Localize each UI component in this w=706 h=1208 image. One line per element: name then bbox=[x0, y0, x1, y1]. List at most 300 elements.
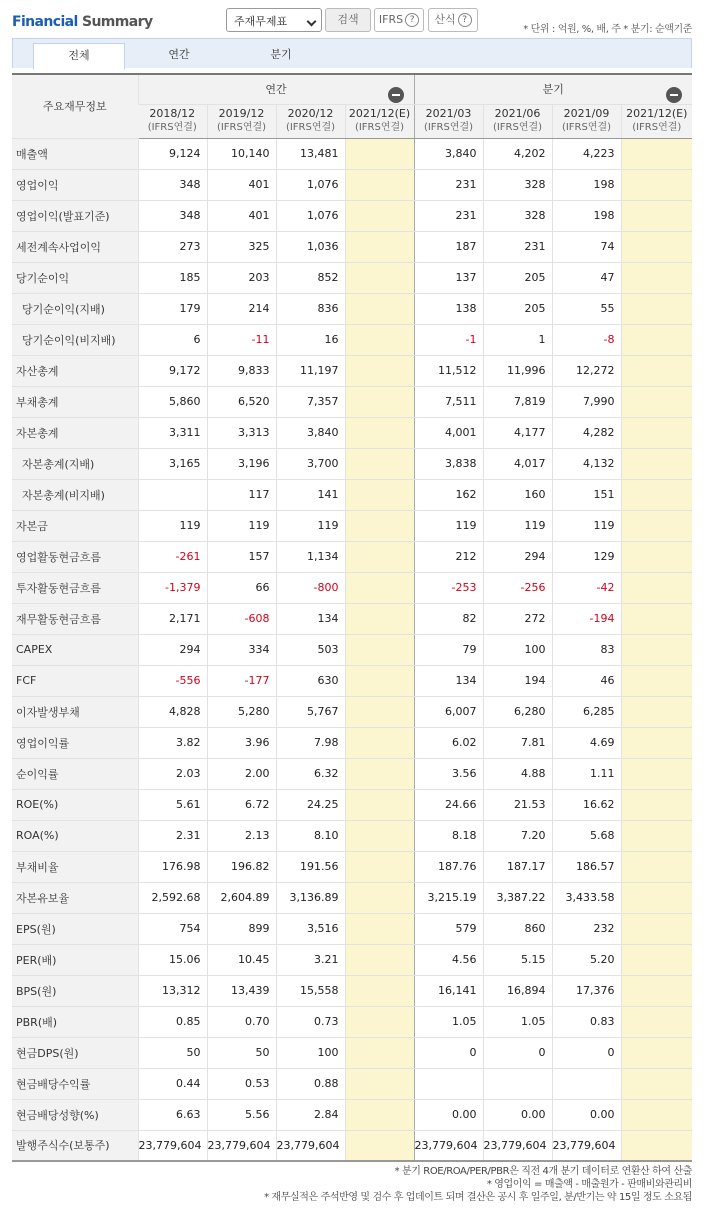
table-cell bbox=[621, 479, 692, 510]
table-cell bbox=[621, 1006, 692, 1037]
table-cell: 0.00 bbox=[483, 1099, 552, 1130]
table-cell: -42 bbox=[552, 572, 621, 603]
table-row bbox=[12, 293, 692, 324]
table-cell: 13,439 bbox=[207, 975, 276, 1006]
table-cell bbox=[621, 1130, 692, 1161]
row-label: 당기순이익 bbox=[12, 262, 138, 293]
table-cell: 212 bbox=[414, 541, 483, 572]
table-cell bbox=[621, 727, 692, 758]
table-cell bbox=[345, 944, 414, 975]
period-label: 2021/06 bbox=[494, 107, 541, 120]
table-cell: 2,171 bbox=[138, 603, 207, 634]
table-cell: 198 bbox=[552, 200, 621, 231]
table-row bbox=[12, 541, 692, 572]
table-cell bbox=[621, 448, 692, 479]
table-cell: 4.88 bbox=[483, 758, 552, 789]
table-row bbox=[12, 138, 692, 169]
table-cell: 7.20 bbox=[483, 820, 552, 851]
period-header bbox=[621, 104, 692, 138]
table-row bbox=[12, 944, 692, 975]
table-cell bbox=[345, 758, 414, 789]
table-cell: -256 bbox=[483, 572, 552, 603]
table-cell: 5,280 bbox=[207, 696, 276, 727]
table-cell: 6.72 bbox=[207, 789, 276, 820]
row-label: 현금DPS(원) bbox=[12, 1037, 138, 1068]
table-cell: 4,282 bbox=[552, 417, 621, 448]
table-row bbox=[12, 603, 692, 634]
table-cell: 187.17 bbox=[483, 851, 552, 882]
table-row bbox=[12, 448, 692, 479]
table-cell bbox=[621, 944, 692, 975]
statement-select-value: 주재무제표 bbox=[234, 15, 288, 28]
table-cell bbox=[345, 882, 414, 913]
formula-label: 산식 bbox=[434, 13, 456, 26]
page-title: Financial Summary bbox=[12, 14, 153, 30]
table-cell: -556 bbox=[138, 665, 207, 696]
table-cell: 5.15 bbox=[483, 944, 552, 975]
table-cell: 47 bbox=[552, 262, 621, 293]
row-label: 자본총계(지배) bbox=[12, 448, 138, 479]
table-cell: 3,700 bbox=[276, 448, 345, 479]
table-row bbox=[12, 262, 692, 293]
table-cell: 134 bbox=[276, 603, 345, 634]
table-cell bbox=[621, 882, 692, 913]
statement-select[interactable] bbox=[226, 8, 322, 32]
period-label: 2020/12 bbox=[287, 107, 334, 120]
row-label: 세전계속사업이익 bbox=[12, 231, 138, 262]
unit-note: * 단위 : 억원, %, 배, 주 * 분기: 순액기준 bbox=[523, 24, 692, 35]
table-cell: 176.98 bbox=[138, 851, 207, 882]
table-cell: 134 bbox=[414, 665, 483, 696]
row-label: 자본총계 bbox=[12, 417, 138, 448]
table-cell bbox=[621, 696, 692, 727]
table-row bbox=[12, 727, 692, 758]
table-cell: 0.44 bbox=[138, 1068, 207, 1099]
table-cell: 196.82 bbox=[207, 851, 276, 882]
table-cell bbox=[621, 665, 692, 696]
table-cell: 2.03 bbox=[138, 758, 207, 789]
table-cell: 117 bbox=[207, 479, 276, 510]
table-cell bbox=[345, 634, 414, 665]
period-header bbox=[345, 104, 414, 138]
table-cell bbox=[621, 138, 692, 169]
table-cell: 2,592.68 bbox=[138, 882, 207, 913]
table-cell: 3,313 bbox=[207, 417, 276, 448]
table-cell: 325 bbox=[207, 231, 276, 262]
row-label: PBR(배) bbox=[12, 1006, 138, 1037]
label-header: 주요재무정보 bbox=[12, 74, 138, 138]
table-cell: 16,141 bbox=[414, 975, 483, 1006]
period-basis: (IFRS연결) bbox=[561, 122, 612, 133]
row-label: 재무활동현금흐름 bbox=[12, 603, 138, 634]
row-label: PER(배) bbox=[12, 944, 138, 975]
row-label: 영업이익(발표기준) bbox=[12, 200, 138, 231]
table-cell: 1,076 bbox=[276, 169, 345, 200]
table-cell: 157 bbox=[207, 541, 276, 572]
row-label: 자본총계(비지배) bbox=[12, 479, 138, 510]
table-cell bbox=[345, 293, 414, 324]
table-cell: 0.85 bbox=[138, 1006, 207, 1037]
table-cell: 3.56 bbox=[414, 758, 483, 789]
table-cell: 272 bbox=[483, 603, 552, 634]
period-basis: (IFRS연결) bbox=[285, 122, 336, 133]
table-cell: 3,516 bbox=[276, 913, 345, 944]
table-cell: -11 bbox=[207, 324, 276, 355]
table-row bbox=[12, 1037, 692, 1068]
table-cell: 100 bbox=[276, 1037, 345, 1068]
table-cell: 5.20 bbox=[552, 944, 621, 975]
table-cell bbox=[414, 1068, 483, 1099]
table-cell: 162 bbox=[414, 479, 483, 510]
table-row bbox=[12, 1130, 692, 1161]
table-cell bbox=[345, 572, 414, 603]
table-cell bbox=[483, 1068, 552, 1099]
table-cell: 9,172 bbox=[138, 355, 207, 386]
table-row bbox=[12, 572, 692, 603]
row-label: 현금배당수익률 bbox=[12, 1068, 138, 1099]
table-cell bbox=[621, 262, 692, 293]
table-cell bbox=[621, 913, 692, 944]
period-tabs bbox=[12, 38, 692, 68]
table-cell bbox=[621, 169, 692, 200]
table-cell: 23,779,604 bbox=[138, 1130, 207, 1161]
search-button[interactable]: 검색 bbox=[325, 8, 371, 32]
table-cell: 74 bbox=[552, 231, 621, 262]
table-cell bbox=[621, 789, 692, 820]
footnote-line: * 재무실적은 주석반영 및 검수 후 업데이트 되며 결산은 공시 후 일주일, 분/반기는 약 15일 정도 소요됨 bbox=[264, 1192, 692, 1203]
table-row bbox=[12, 851, 692, 882]
table-cell: 9,124 bbox=[138, 138, 207, 169]
table-cell: 401 bbox=[207, 200, 276, 231]
tab-all[interactable]: 전체 bbox=[33, 43, 125, 70]
table-cell: -194 bbox=[552, 603, 621, 634]
table-cell bbox=[621, 758, 692, 789]
row-label: 투자활동현금흐름 bbox=[12, 572, 138, 603]
period-header bbox=[552, 104, 621, 138]
period-header bbox=[276, 104, 345, 138]
table-cell bbox=[621, 355, 692, 386]
table-cell bbox=[345, 510, 414, 541]
table-cell: -253 bbox=[414, 572, 483, 603]
period-basis: (IFRS연결) bbox=[147, 122, 197, 133]
table-cell: 100 bbox=[483, 634, 552, 665]
table-cell: 3,215.19 bbox=[414, 882, 483, 913]
table-cell: 16.62 bbox=[552, 789, 621, 820]
chevron-down-icon bbox=[307, 17, 317, 27]
table-cell: 1.05 bbox=[483, 1006, 552, 1037]
row-label: 영업활동현금흐름 bbox=[12, 541, 138, 572]
table-cell bbox=[345, 727, 414, 758]
table-cell: 6.63 bbox=[138, 1099, 207, 1130]
table-cell: 5.68 bbox=[552, 820, 621, 851]
table-cell: 191.56 bbox=[276, 851, 345, 882]
period-label: 2019/12 bbox=[218, 107, 265, 120]
table-cell: 50 bbox=[138, 1037, 207, 1068]
table-cell bbox=[345, 138, 414, 169]
table-cell: 11,996 bbox=[483, 355, 552, 386]
table-cell bbox=[621, 231, 692, 262]
table-cell bbox=[621, 417, 692, 448]
table-cell: 203 bbox=[207, 262, 276, 293]
footnote-line: * 분기 ROE/ROA/PER/PBR은 직전 4개 분기 데이터로 연환산 하여 산출 bbox=[394, 1166, 692, 1177]
top-bar bbox=[0, 0, 706, 38]
table-cell: 3,838 bbox=[414, 448, 483, 479]
table-cell bbox=[345, 1006, 414, 1037]
collapse-annual-icon[interactable] bbox=[388, 87, 404, 103]
table-cell bbox=[345, 1099, 414, 1130]
table-cell: 2,604.89 bbox=[207, 882, 276, 913]
table-row bbox=[12, 789, 692, 820]
table-cell bbox=[621, 541, 692, 572]
table-cell bbox=[345, 417, 414, 448]
period-header bbox=[207, 104, 276, 138]
table-cell: 3,311 bbox=[138, 417, 207, 448]
table-cell: -177 bbox=[207, 665, 276, 696]
table-cell: 0 bbox=[483, 1037, 552, 1068]
footnote-line: * 영업이익 = 매출액 - 매출원가 - 판매비와관리비 bbox=[486, 1179, 692, 1190]
table-cell: 4,001 bbox=[414, 417, 483, 448]
row-label: FCF bbox=[12, 665, 138, 696]
table-cell: 185 bbox=[138, 262, 207, 293]
table-cell bbox=[345, 231, 414, 262]
table-cell: 7,819 bbox=[483, 386, 552, 417]
row-label: 자산총계 bbox=[12, 355, 138, 386]
table-cell: 3,840 bbox=[276, 417, 345, 448]
period-header bbox=[138, 104, 207, 138]
period-header bbox=[414, 104, 483, 138]
table-cell: 50 bbox=[207, 1037, 276, 1068]
footnotes bbox=[264, 1165, 692, 1204]
table-cell bbox=[345, 913, 414, 944]
table-cell: 4.69 bbox=[552, 727, 621, 758]
table-cell: 3,387.22 bbox=[483, 882, 552, 913]
table-cell: 0.83 bbox=[552, 1006, 621, 1037]
table-cell: 5,767 bbox=[276, 696, 345, 727]
table-cell: 16,894 bbox=[483, 975, 552, 1006]
row-label: 자본금 bbox=[12, 510, 138, 541]
table-cell: 6.02 bbox=[414, 727, 483, 758]
table-row bbox=[12, 758, 692, 789]
table-cell bbox=[621, 975, 692, 1006]
table-cell: 852 bbox=[276, 262, 345, 293]
table-cell: 16 bbox=[276, 324, 345, 355]
row-label: 영업이익률 bbox=[12, 727, 138, 758]
table-cell: 46 bbox=[552, 665, 621, 696]
table-cell: 294 bbox=[138, 634, 207, 665]
table-cell: 82 bbox=[414, 603, 483, 634]
tab-annual[interactable]: 연간 bbox=[168, 48, 190, 61]
table-cell: 899 bbox=[207, 913, 276, 944]
table-cell: 3.96 bbox=[207, 727, 276, 758]
table-cell: 231 bbox=[483, 231, 552, 262]
table-row bbox=[12, 696, 692, 727]
table-cell bbox=[345, 1037, 414, 1068]
table-cell: 836 bbox=[276, 293, 345, 324]
table-cell bbox=[345, 262, 414, 293]
period-header bbox=[483, 104, 552, 138]
table-cell bbox=[345, 324, 414, 355]
table-cell: 7,990 bbox=[552, 386, 621, 417]
table-cell: -800 bbox=[276, 572, 345, 603]
table-cell: 3,433.58 bbox=[552, 882, 621, 913]
table-row bbox=[12, 1068, 692, 1099]
table-cell: 579 bbox=[414, 913, 483, 944]
period-label: 2021/03 bbox=[425, 107, 472, 120]
table-cell: 79 bbox=[414, 634, 483, 665]
table-cell bbox=[345, 851, 414, 882]
table-cell: 10.45 bbox=[207, 944, 276, 975]
table-cell: 7.81 bbox=[483, 727, 552, 758]
table-row bbox=[12, 882, 692, 913]
table-cell: 15,558 bbox=[276, 975, 345, 1006]
table-cell bbox=[345, 355, 414, 386]
table-cell: 630 bbox=[276, 665, 345, 696]
table-cell: 179 bbox=[138, 293, 207, 324]
table-cell: 232 bbox=[552, 913, 621, 944]
table-cell: 4,202 bbox=[483, 138, 552, 169]
table-row bbox=[12, 417, 692, 448]
table-cell: 4.56 bbox=[414, 944, 483, 975]
table-cell: 0 bbox=[414, 1037, 483, 1068]
table-cell: 3,840 bbox=[414, 138, 483, 169]
table-cell: 0 bbox=[552, 1037, 621, 1068]
table-cell: 3,196 bbox=[207, 448, 276, 479]
table-cell bbox=[138, 479, 207, 510]
table-cell: 138 bbox=[414, 293, 483, 324]
table-cell: 7,357 bbox=[276, 386, 345, 417]
table-row bbox=[12, 913, 692, 944]
row-label: 당기순이익(비지배) bbox=[12, 324, 138, 355]
table-cell bbox=[345, 789, 414, 820]
table-row bbox=[12, 386, 692, 417]
table-cell: 6 bbox=[138, 324, 207, 355]
row-label: 부채총계 bbox=[12, 386, 138, 417]
table-cell: 119 bbox=[483, 510, 552, 541]
table-row bbox=[12, 1099, 692, 1130]
table-row bbox=[12, 479, 692, 510]
table-cell: 141 bbox=[276, 479, 345, 510]
table-cell: 214 bbox=[207, 293, 276, 324]
row-label: EPS(원) bbox=[12, 913, 138, 944]
table-cell: 1.05 bbox=[414, 1006, 483, 1037]
table-cell: 7.98 bbox=[276, 727, 345, 758]
period-basis: (IFRS연결) bbox=[216, 122, 267, 133]
table-cell bbox=[621, 386, 692, 417]
table-cell: 194 bbox=[483, 665, 552, 696]
table-cell bbox=[552, 1068, 621, 1099]
table-row bbox=[12, 231, 692, 262]
table-cell: 1,134 bbox=[276, 541, 345, 572]
table-row bbox=[12, 665, 692, 696]
row-label: 당기순이익(지배) bbox=[12, 293, 138, 324]
table-cell: 7,511 bbox=[414, 386, 483, 417]
table-cell: 205 bbox=[483, 262, 552, 293]
table-cell: -1 bbox=[414, 324, 483, 355]
period-label: 2018/12 bbox=[149, 107, 196, 120]
collapse-quarter-icon[interactable] bbox=[666, 87, 682, 103]
table-cell: 401 bbox=[207, 169, 276, 200]
table-cell: 23,779,604 bbox=[483, 1130, 552, 1161]
table-cell: 151 bbox=[552, 479, 621, 510]
period-label: 2021/12(E) bbox=[626, 107, 688, 120]
table-cell: 23,779,604 bbox=[207, 1130, 276, 1161]
table-row bbox=[12, 510, 692, 541]
table-cell bbox=[621, 200, 692, 231]
table-cell: 11,197 bbox=[276, 355, 345, 386]
table-cell: 1,036 bbox=[276, 231, 345, 262]
table-cell: 2.13 bbox=[207, 820, 276, 851]
table-cell: 860 bbox=[483, 913, 552, 944]
table-cell: 6.32 bbox=[276, 758, 345, 789]
table-cell: 3,136.89 bbox=[276, 882, 345, 913]
table-cell: 160 bbox=[483, 479, 552, 510]
table-cell: 1 bbox=[483, 324, 552, 355]
question-icon: ? bbox=[405, 13, 419, 27]
table-cell bbox=[345, 169, 414, 200]
table-cell: 198 bbox=[552, 169, 621, 200]
table-cell: 6,280 bbox=[483, 696, 552, 727]
ifrs-help-button[interactable] bbox=[374, 8, 424, 32]
table-cell bbox=[345, 1130, 414, 1161]
table-cell: 5.56 bbox=[207, 1099, 276, 1130]
table-row bbox=[12, 355, 692, 386]
row-label: 부채비율 bbox=[12, 851, 138, 882]
table-cell: 23,779,604 bbox=[552, 1130, 621, 1161]
table-cell: 13,481 bbox=[276, 138, 345, 169]
table-row bbox=[12, 200, 692, 231]
table-cell bbox=[621, 851, 692, 882]
table-cell: 4,177 bbox=[483, 417, 552, 448]
formula-help-button[interactable] bbox=[428, 8, 478, 32]
table-cell: 0.70 bbox=[207, 1006, 276, 1037]
table-cell bbox=[621, 324, 692, 355]
table-cell bbox=[345, 1068, 414, 1099]
table-cell: 187.76 bbox=[414, 851, 483, 882]
table-cell: -608 bbox=[207, 603, 276, 634]
period-basis: (IFRS연결) bbox=[423, 122, 474, 133]
tab-quarter[interactable]: 분기 bbox=[270, 48, 292, 61]
period-label: 2021/12(E) bbox=[348, 107, 411, 120]
table-cell: 0.73 bbox=[276, 1006, 345, 1037]
quarter-group-header bbox=[414, 74, 692, 104]
ifrs-label: IFRS bbox=[378, 13, 404, 26]
table-cell: 24.66 bbox=[414, 789, 483, 820]
row-label: 매출액 bbox=[12, 138, 138, 169]
table-cell: 21.53 bbox=[483, 789, 552, 820]
table-cell: 129 bbox=[552, 541, 621, 572]
financial-summary-table bbox=[12, 73, 692, 1162]
period-basis: (IFRS연결) bbox=[632, 122, 682, 133]
table-cell bbox=[345, 820, 414, 851]
table-cell: 8.18 bbox=[414, 820, 483, 851]
table-cell: 348 bbox=[138, 169, 207, 200]
annual-group-label: 연간 bbox=[265, 83, 287, 97]
row-label: 순이익률 bbox=[12, 758, 138, 789]
table-cell: 119 bbox=[138, 510, 207, 541]
table-cell bbox=[621, 820, 692, 851]
table-cell: 4,223 bbox=[552, 138, 621, 169]
table-cell bbox=[345, 696, 414, 727]
table-cell: 11,512 bbox=[414, 355, 483, 386]
table-row bbox=[12, 324, 692, 355]
table-cell: 3.82 bbox=[138, 727, 207, 758]
table-cell: 5.61 bbox=[138, 789, 207, 820]
table-cell: 187 bbox=[414, 231, 483, 262]
table-cell: 0.00 bbox=[414, 1099, 483, 1130]
table-cell bbox=[621, 634, 692, 665]
table-cell bbox=[345, 386, 414, 417]
row-label: CAPEX bbox=[12, 634, 138, 665]
